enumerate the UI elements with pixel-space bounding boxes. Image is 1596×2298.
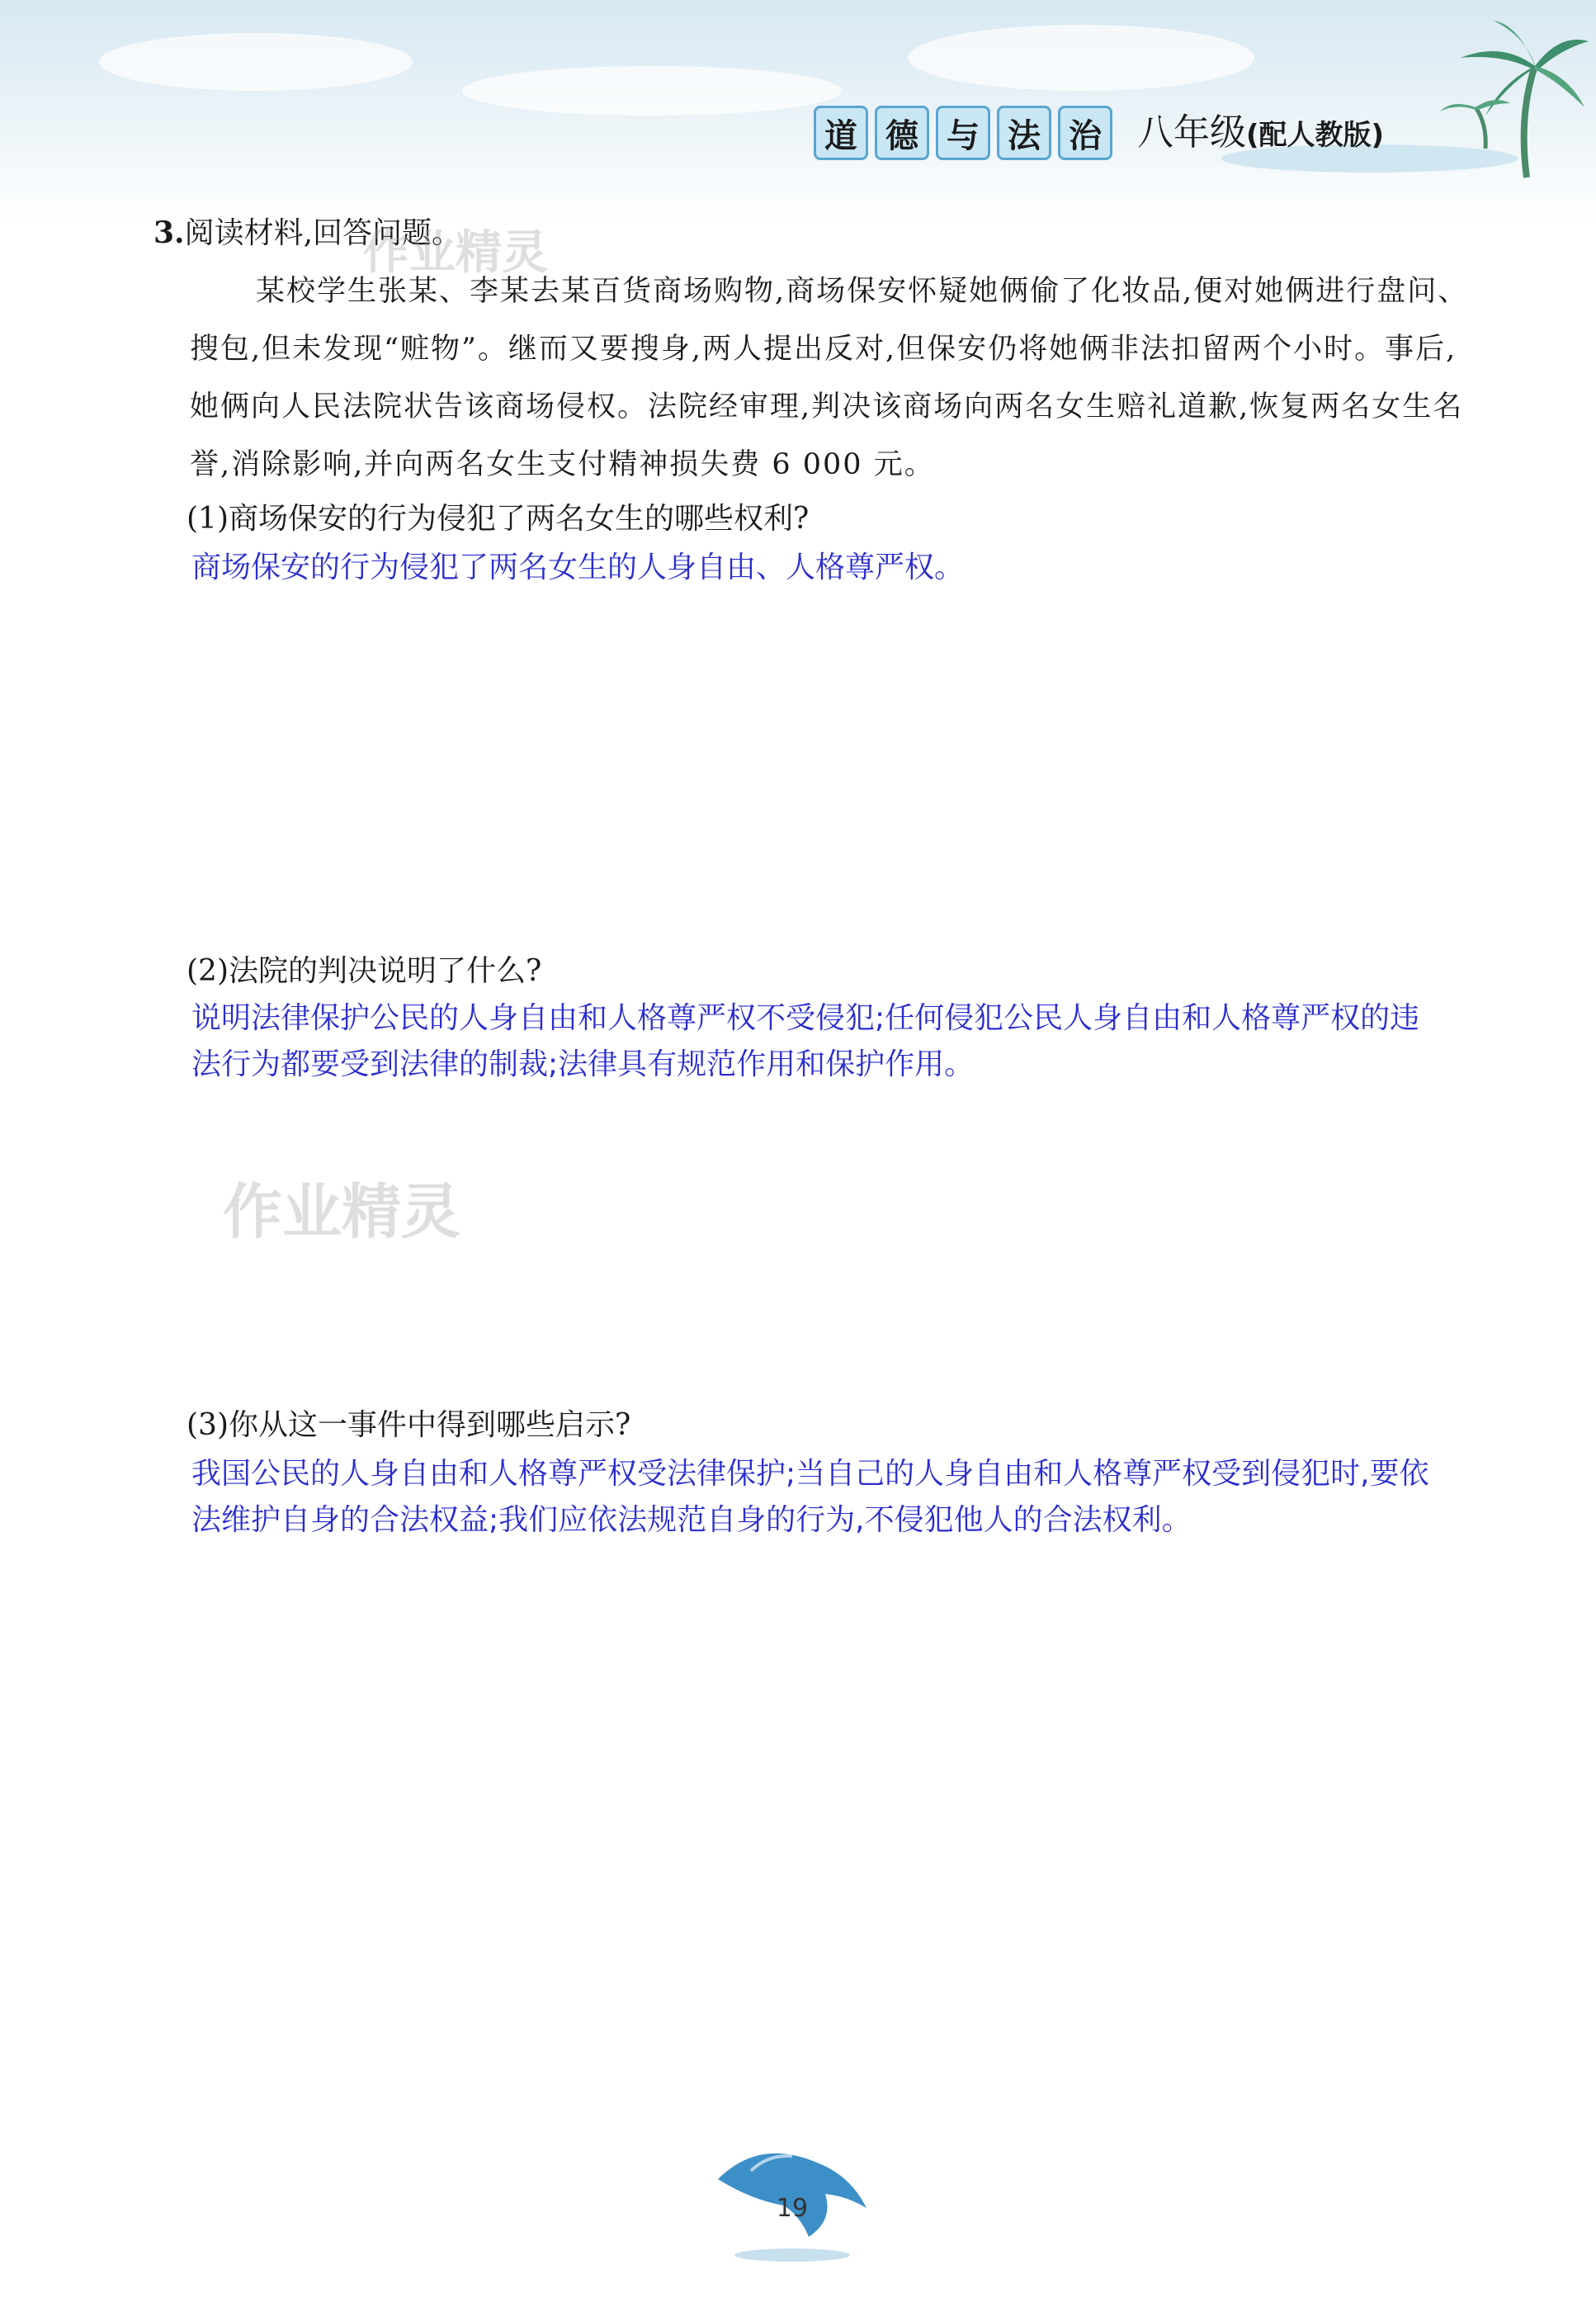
answer-1: 商场保安的行为侵犯了两名女生的人身自由、人格尊严权。 — [191, 551, 965, 584]
edition-text: (配人教版) — [1246, 119, 1385, 152]
question-number: 3. — [153, 215, 185, 250]
sub-question-3: (3)你从这一事件中得到哪些启示? — [187, 1408, 631, 1442]
subject-char-box — [997, 106, 1051, 160]
palm-tree-icon — [1436, 17, 1593, 182]
subject-char-box — [814, 106, 868, 160]
cloud-decoration — [462, 66, 842, 116]
watermark: 作业精灵 — [363, 226, 548, 280]
reading-passage — [190, 262, 1469, 494]
passage-text: 某校学生张某、李某去某百货商场购物,商场保安怀疑她俩偷了化妆品,便对她俩进行盘问、搜包,但未发现“赃物”。继而又要搜身,两人提出反对,但保安仍将她俩非法扣留两个小时。事后,她俩向人民法院状告该商场侵权。法院经审理,判决该商场向两名女生赔礼道歉,恢复两名女生名誉,消除影响,并向两名女生支付精神损失费 6 000 元。 — [190, 275, 1469, 481]
sub-question-2: (2)法院的判决说明了什么? — [187, 954, 542, 988]
answer-2: 说明法律保护公民的人身自由和人格尊严权不受侵犯;任何侵犯公民人身自由和人格尊严权的违法行为都要受到法律的制裁;法律具有规范作用和保护作用。 — [191, 1001, 1420, 1081]
grade-label — [1137, 102, 1384, 155]
grade-text: 八年级 — [1137, 111, 1246, 154]
subject-char: 法 — [1008, 116, 1041, 155]
cloud-decoration — [99, 33, 413, 91]
subject-char: 治 — [1069, 116, 1102, 155]
answer-3: 我国公民的人身自由和人格尊严权受法律保护;当自己的人身自由和人格尊严权受到侵犯时,要依法维护自身的合法权益;我们应依法规范自身的行为,不侵犯他人的合法权利。 — [191, 1457, 1429, 1537]
cloud-decoration — [908, 25, 1254, 91]
subject-char: 德 — [885, 116, 918, 155]
question-title-text: 阅读材料,回答问题。 — [184, 216, 462, 250]
subject-char-box — [1058, 106, 1112, 160]
sub-question-1: (1)商场保安的行为侵犯了两名女生的哪些权利? — [187, 502, 810, 536]
watermark: 作业精灵 — [223, 1177, 461, 1246]
subject-char: 道 — [824, 116, 857, 155]
subject-char: 与 — [947, 116, 980, 155]
subject-char-box — [936, 106, 990, 160]
subject-char-box — [875, 106, 929, 160]
page-number: 19 — [776, 2194, 809, 2223]
